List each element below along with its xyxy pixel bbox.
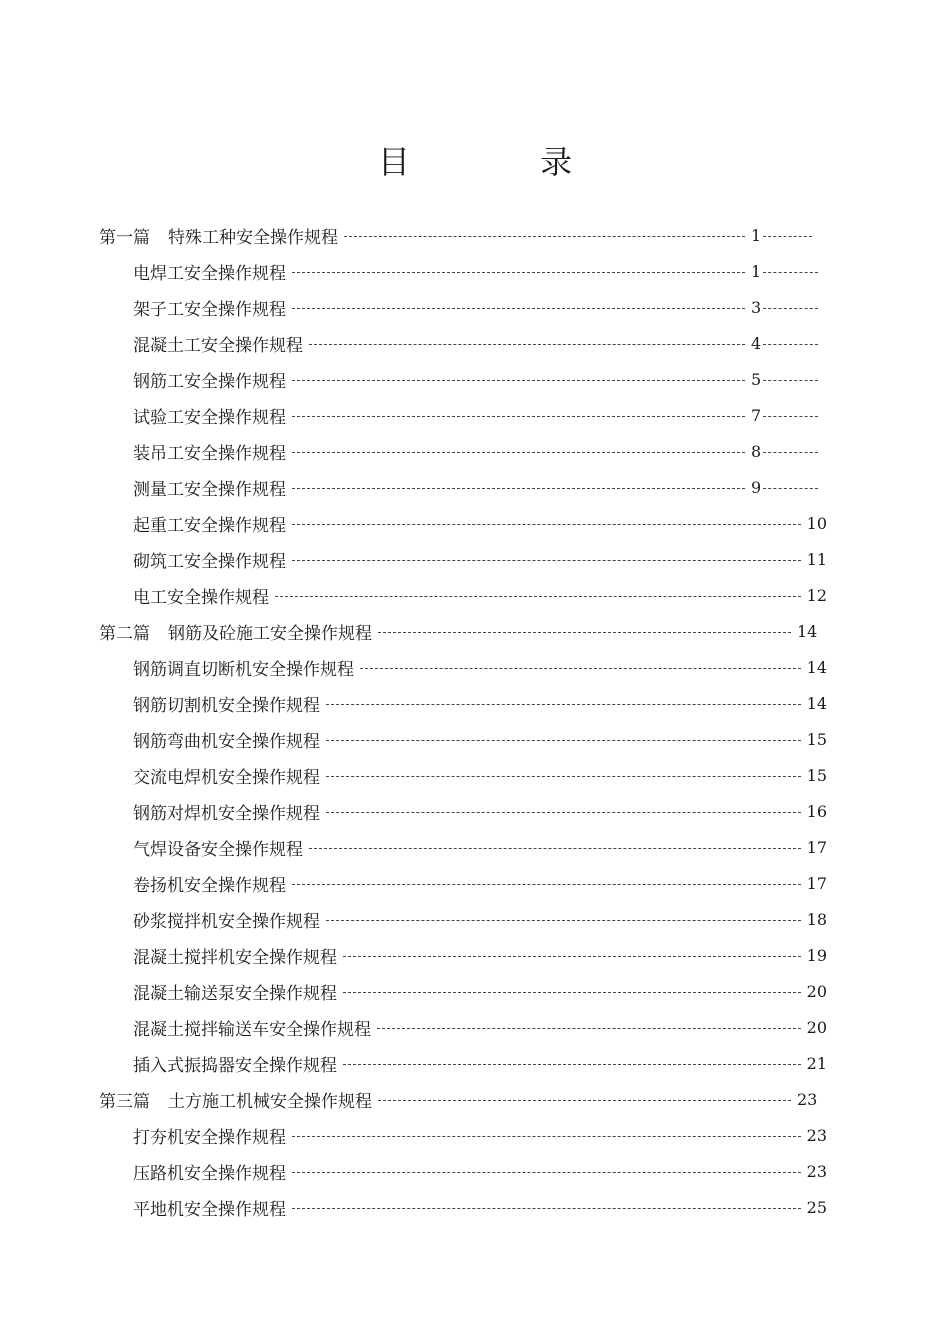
toc-entry-text: 电工安全操作规程	[133, 587, 269, 608]
toc-entry-text: 砂浆搅拌机安全操作规程	[133, 911, 320, 932]
toc-entry-label	[99, 223, 338, 248]
toc-entry-label	[133, 1159, 286, 1184]
toc-leader-dashes	[343, 992, 801, 993]
toc-part-number: 第三篇	[99, 1091, 150, 1112]
toc-page-number: 10	[806, 513, 827, 533]
toc-leader-dashes	[292, 452, 745, 453]
toc-entry-text: 插入式振捣器安全操作规程	[133, 1055, 337, 1076]
toc-entry-text: 测量工安全操作规程	[133, 479, 286, 500]
toc-chapter-entry[interactable]	[0, 757, 950, 793]
toc-chapter-entry[interactable]	[0, 289, 950, 325]
toc-entry-label	[133, 871, 286, 896]
toc-leader-dashes	[292, 380, 745, 381]
toc-chapter-entry[interactable]	[0, 253, 950, 289]
toc-page-number: 5	[751, 369, 762, 389]
toc-chapter-entry[interactable]	[0, 649, 950, 685]
toc-entry-text: 钢筋及砼施工安全操作规程	[168, 623, 372, 644]
toc-page-number: 15	[806, 765, 827, 785]
toc-leader-dashes	[377, 1028, 801, 1029]
toc-page-number: 25	[806, 1197, 827, 1217]
toc-entry-text: 交流电焊机安全操作规程	[133, 767, 320, 788]
toc-page-number: 23	[806, 1125, 827, 1145]
toc-entry-label	[133, 583, 269, 608]
toc-entry-label	[133, 439, 286, 464]
toc-trailing-dashes	[763, 236, 812, 237]
toc-chapter-entry[interactable]	[0, 1009, 950, 1045]
toc-leader-dashes	[292, 416, 745, 417]
toc-leader-dashes	[292, 488, 745, 489]
toc-entry-text: 电焊工安全操作规程	[133, 263, 286, 284]
toc-chapter-entry[interactable]	[0, 577, 950, 613]
toc-entry-label	[133, 1051, 337, 1076]
toc-leader-dashes	[378, 632, 791, 633]
toc-page-number: 20	[806, 981, 827, 1001]
toc-page-number: 3	[751, 297, 762, 317]
toc-entry-label	[99, 619, 372, 644]
toc-page-number: 14	[806, 657, 827, 677]
toc-entry-text: 混凝土搅拌输送车安全操作规程	[133, 1019, 371, 1040]
toc-chapter-entry[interactable]	[0, 685, 950, 721]
toc-entry-text: 混凝土搅拌机安全操作规程	[133, 947, 337, 968]
toc-leader-dashes	[326, 704, 801, 705]
toc-chapter-entry[interactable]	[0, 325, 950, 361]
toc-entry-text: 架子工安全操作规程	[133, 299, 286, 320]
toc-entry-text: 钢筋对焊机安全操作规程	[133, 803, 320, 824]
toc-page-number: 11	[806, 549, 827, 569]
toc-page-number: 23	[797, 1089, 818, 1109]
toc-trailing-dashes	[763, 488, 818, 489]
toc-chapter-entry[interactable]	[0, 505, 950, 541]
toc-chapter-entry[interactable]	[0, 829, 950, 865]
toc-entry-text: 土方施工机械安全操作规程	[168, 1091, 372, 1112]
toc-page-number: 15	[806, 729, 827, 749]
toc-page-number: 9	[751, 477, 762, 497]
toc-page-number: 7	[751, 405, 762, 425]
toc-part-number: 第一篇	[99, 227, 150, 248]
toc-entry-label	[133, 979, 337, 1004]
toc-chapter-entry[interactable]	[0, 1117, 950, 1153]
toc-leader-dashes	[309, 344, 745, 345]
toc-entry-label	[133, 331, 303, 356]
toc-trailing-dashes	[763, 344, 818, 345]
toc-leader-dashes	[343, 1064, 801, 1065]
page-title: 目 录	[377, 143, 633, 181]
toc-leader-dashes	[360, 668, 801, 669]
toc-page-number: 12	[806, 585, 827, 605]
toc-chapter-entry[interactable]	[0, 1045, 950, 1081]
toc-entry-text: 装吊工安全操作规程	[133, 443, 286, 464]
toc-leader-dashes	[292, 524, 801, 525]
toc-entry-text: 起重工安全操作规程	[133, 515, 286, 536]
toc-leader-dashes	[378, 1100, 791, 1101]
toc-trailing-dashes	[763, 272, 818, 273]
toc-entry-text: 钢筋调直切断机安全操作规程	[133, 659, 354, 680]
toc-leader-dashes	[344, 236, 745, 237]
toc-page-number: 16	[806, 801, 827, 821]
toc-entry-label	[133, 475, 286, 500]
toc-entry-text: 打夯机安全操作规程	[133, 1127, 286, 1148]
toc-part-entry[interactable]	[0, 613, 950, 649]
toc-trailing-dashes	[763, 308, 818, 309]
toc-leader-dashes	[292, 308, 745, 309]
toc-trailing-dashes	[763, 452, 818, 453]
toc-part-entry[interactable]	[0, 1081, 950, 1117]
toc-trailing-dashes	[763, 380, 818, 381]
toc-entry-label	[133, 691, 320, 716]
toc-entry-text: 砌筑工安全操作规程	[133, 551, 286, 572]
toc-leader-dashes	[343, 956, 801, 957]
toc-page-number: 4	[751, 333, 762, 353]
toc-entry-label	[133, 1123, 286, 1148]
toc-leader-dashes	[292, 1172, 801, 1173]
toc-chapter-entry[interactable]	[0, 469, 950, 505]
toc-leader-dashes	[292, 272, 745, 273]
toc-entry-label	[133, 367, 286, 392]
toc-leader-dashes	[292, 884, 801, 885]
toc-page-number: 19	[806, 945, 827, 965]
toc-entry-label	[133, 799, 320, 824]
toc-entry-label	[99, 1087, 372, 1112]
toc-entry-text: 平地机安全操作规程	[133, 1199, 286, 1220]
toc-entry-label	[133, 763, 320, 788]
toc-entry-text: 钢筋工安全操作规程	[133, 371, 286, 392]
toc-leader-dashes	[292, 1208, 801, 1209]
toc-chapter-entry[interactable]	[0, 433, 950, 469]
toc-entry-text: 压路机安全操作规程	[133, 1163, 286, 1184]
toc-entry-text: 钢筋弯曲机安全操作规程	[133, 731, 320, 752]
toc-part-number: 第二篇	[99, 623, 150, 644]
toc-entry-label	[133, 295, 286, 320]
toc-page-number: 18	[806, 909, 827, 929]
toc-entry-text: 特殊工种安全操作规程	[168, 227, 338, 248]
toc-chapter-entry[interactable]	[0, 937, 950, 973]
toc-chapter-entry[interactable]	[0, 361, 950, 397]
table-of-contents	[0, 217, 950, 1225]
toc-entry-text: 气焊设备安全操作规程	[133, 839, 303, 860]
toc-leader-dashes	[326, 812, 801, 813]
toc-entry-label	[133, 403, 286, 428]
toc-entry-label	[133, 727, 320, 752]
toc-chapter-entry[interactable]	[0, 397, 950, 433]
toc-page-number: 20	[806, 1017, 827, 1037]
toc-leader-dashes	[275, 596, 801, 597]
toc-page-number: 14	[797, 621, 818, 641]
toc-leader-dashes	[326, 920, 801, 921]
toc-page-number: 21	[806, 1053, 827, 1073]
toc-chapter-entry[interactable]	[0, 1189, 950, 1225]
toc-entry-label	[133, 943, 337, 968]
toc-part-entry[interactable]	[0, 217, 950, 253]
toc-entry-label	[133, 835, 303, 860]
toc-entry-label	[133, 1195, 286, 1220]
toc-chapter-entry[interactable]	[0, 865, 950, 901]
toc-trailing-dashes	[763, 416, 818, 417]
toc-chapter-entry[interactable]	[0, 793, 950, 829]
toc-page-number: 1	[751, 225, 762, 245]
toc-entry-label	[133, 511, 286, 536]
toc-leader-dashes	[326, 740, 801, 741]
toc-page-number: 14	[806, 693, 827, 713]
toc-page-number: 17	[806, 873, 827, 893]
toc-entry-label	[133, 1015, 371, 1040]
toc-entry-text: 卷扬机安全操作规程	[133, 875, 286, 896]
toc-chapter-entry[interactable]	[0, 973, 950, 1009]
toc-entry-label	[133, 655, 354, 680]
toc-chapter-entry[interactable]	[0, 541, 950, 577]
toc-page-number: 17	[806, 837, 827, 857]
toc-entry-label	[133, 547, 286, 572]
toc-page-number: 23	[806, 1161, 827, 1181]
toc-leader-dashes	[292, 1136, 801, 1137]
toc-chapter-entry[interactable]	[0, 901, 950, 937]
toc-leader-dashes	[292, 560, 801, 561]
toc-chapter-entry[interactable]	[0, 1153, 950, 1189]
toc-entry-text: 钢筋切割机安全操作规程	[133, 695, 320, 716]
toc-page-number: 8	[751, 441, 762, 461]
toc-entry-label	[133, 259, 286, 284]
toc-chapter-entry[interactable]	[0, 721, 950, 757]
toc-entry-label	[133, 907, 320, 932]
toc-page-number: 1	[751, 261, 762, 281]
toc-leader-dashes	[326, 776, 801, 777]
toc-entry-text: 混凝土工安全操作规程	[133, 335, 303, 356]
toc-entry-text: 试验工安全操作规程	[133, 407, 286, 428]
toc-entry-text: 混凝土输送泵安全操作规程	[133, 983, 337, 1004]
toc-leader-dashes	[309, 848, 801, 849]
